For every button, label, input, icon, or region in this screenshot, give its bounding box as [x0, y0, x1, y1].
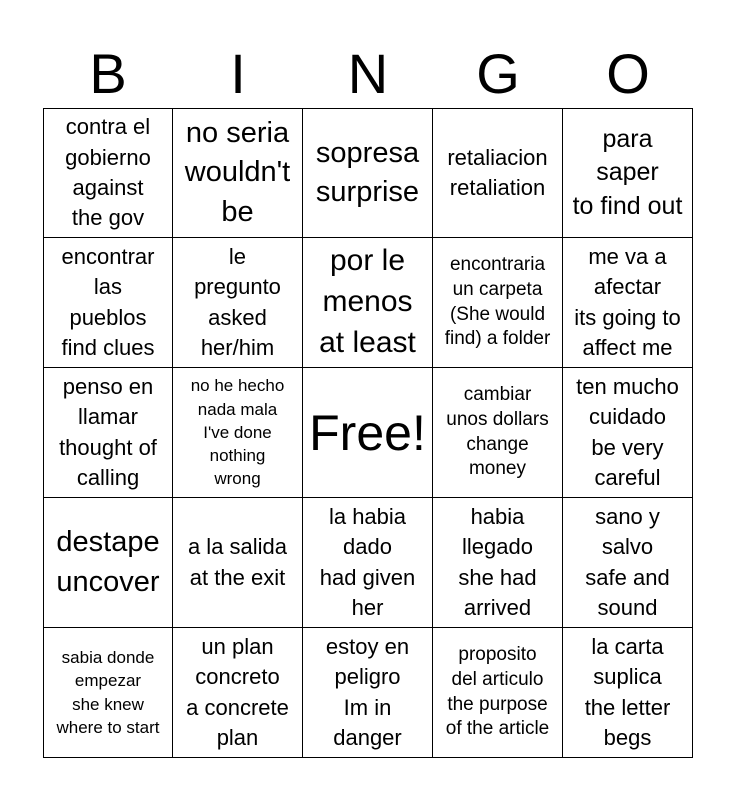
- bingo-cell: [563, 628, 693, 758]
- bingo-cell: [303, 238, 433, 368]
- header-letter-i: I: [230, 42, 246, 105]
- bingo-cell: [303, 108, 433, 238]
- cell-text: retaliacion retaliation: [447, 144, 548, 200]
- cell-text: penso en llamar thought of calling: [59, 373, 157, 490]
- bingo-cell: [43, 238, 173, 368]
- cell-text: la carta suplica the letter begs: [584, 633, 671, 750]
- bingo-header: [43, 40, 693, 108]
- cell-text: encontrar las pueblos find clues: [61, 243, 155, 360]
- bingo-cell: [563, 238, 693, 368]
- bingo-cell: [173, 498, 303, 628]
- bingo-cell: [173, 108, 303, 238]
- bingo-cell: [433, 108, 563, 238]
- bingo-cell: [433, 498, 563, 628]
- bingo-cell: [43, 368, 173, 498]
- free-space-label: Free!: [309, 404, 426, 461]
- cell-text: cambiar unos dollars change money: [446, 384, 549, 480]
- bingo-cell: [303, 498, 433, 628]
- cell-text: estoy en peligro Im in danger: [325, 633, 410, 750]
- bingo-cell: [433, 238, 563, 368]
- bingo-cell: [43, 628, 173, 758]
- bingo-cell: [303, 628, 433, 758]
- cell-text: me va a afectar its going to affect me: [574, 243, 681, 360]
- cell-text: ten mucho cuidado be very careful: [576, 373, 679, 490]
- bingo-board: [43, 108, 693, 758]
- header-letter-n: N: [347, 42, 389, 105]
- cell-text: destape uncover: [56, 526, 160, 598]
- cell-text: sano y salvo safe and sound: [585, 503, 670, 620]
- bingo-cell: [173, 368, 303, 498]
- header-letter-o: O: [606, 42, 650, 105]
- cell-text: habia llegado she had arrived: [458, 503, 537, 620]
- bingo-cell: [563, 108, 693, 238]
- free-space: [303, 368, 433, 498]
- bingo-cell: [563, 368, 693, 498]
- cell-text: no he hecho nada mala I've done nothing wrong: [190, 376, 285, 489]
- bingo-cell: [43, 498, 173, 628]
- header-letter-b: B: [89, 42, 127, 105]
- cell-text: le pregunto asked her/him: [194, 243, 281, 360]
- cell-text: sopresa surprise: [315, 136, 420, 208]
- bingo-cell: [173, 238, 303, 368]
- bingo-cell: [43, 108, 173, 238]
- cell-text: por le menos at least: [319, 244, 416, 359]
- cell-text: la habia dado had given her: [319, 503, 416, 620]
- cell-text: sabia donde empezar she knew where to start: [56, 647, 160, 737]
- cell-text: contra el gobierno against the gov: [65, 114, 151, 231]
- cell-text: un plan concreto a concrete plan: [186, 633, 289, 750]
- cell-text: encontraria un carpeta (She would find) a folder: [444, 254, 551, 350]
- bingo-cell: [173, 628, 303, 758]
- bingo-cell: [433, 368, 563, 498]
- cell-text: para saper to find out: [572, 125, 683, 220]
- bingo-cell: [563, 498, 693, 628]
- cell-text: a la salida at the exit: [187, 534, 288, 590]
- bingo-cell: [433, 628, 563, 758]
- cell-text: no seria wouldn't be: [184, 116, 291, 228]
- header-letter-g: G: [476, 42, 520, 105]
- cell-text: proposito del articulo the purpose of the article: [445, 644, 550, 740]
